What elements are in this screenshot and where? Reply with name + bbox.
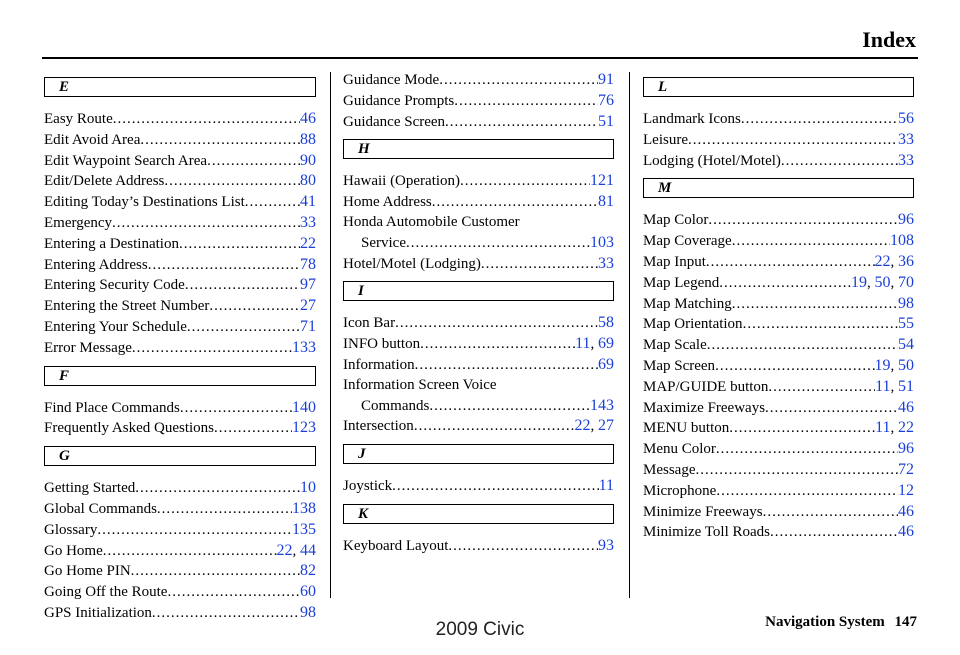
- entry-name: Information Screen Voice: [343, 376, 497, 393]
- entry-name: Icon Bar: [343, 315, 396, 332]
- entry-pages: [300, 478, 316, 499]
- entry-name: Message: [643, 461, 696, 478]
- page-link[interactable]: 22: [898, 419, 914, 437]
- page-link[interactable]: 98: [898, 294, 914, 312]
- dot-leader: [481, 255, 598, 275]
- index-column-3: [643, 70, 914, 543]
- entry-pages: [598, 70, 614, 91]
- entry-name: Entering a Destination: [44, 235, 179, 252]
- section-header-j: J: [343, 444, 614, 464]
- page-link[interactable]: 56: [898, 110, 914, 127]
- section-header-h: H: [343, 139, 614, 159]
- entry-name: Go Home: [44, 542, 103, 559]
- dot-leader: [167, 583, 300, 603]
- entry-pages: [898, 439, 914, 460]
- entry-name: Edit Avoid Area: [44, 131, 141, 148]
- entry-pages: [598, 355, 614, 376]
- entry-pages: [300, 213, 316, 234]
- entry-name: Guidance Prompts: [343, 92, 455, 109]
- page-link[interactable]: 55: [898, 315, 914, 333]
- dot-leader: [207, 152, 300, 172]
- page-link[interactable]: 11: [598, 477, 614, 495]
- entry-pages: [898, 502, 914, 523]
- entry-pages: [292, 499, 316, 520]
- entry-name: Map Scale: [643, 337, 707, 354]
- index-entry: [343, 91, 614, 112]
- dot-leader: [429, 397, 590, 417]
- entry-name: Find Place Commands: [44, 399, 180, 416]
- entry-pages: 19, 50, 70: [851, 273, 914, 291]
- entry-pages: [598, 112, 614, 133]
- entry-name: Commands: [361, 397, 430, 414]
- index-entry: [44, 296, 316, 317]
- dot-leader: [209, 297, 300, 317]
- index-entry: [44, 151, 316, 172]
- index-entry: [643, 439, 914, 460]
- page-link[interactable]: 54: [898, 336, 914, 354]
- page-link[interactable]: 60: [300, 583, 316, 601]
- entry-name: Edit Waypoint Search Area: [44, 152, 208, 169]
- page-link[interactable]: 33: [898, 151, 914, 169]
- page-link[interactable]: 88: [300, 130, 316, 148]
- dot-leader: [454, 92, 598, 112]
- entry-name: Microphone: [643, 482, 717, 499]
- dot-leader: [741, 110, 898, 130]
- entry-name: MENU button: [643, 420, 730, 437]
- page-link[interactable]: 11: [875, 377, 891, 395]
- page-link[interactable]: 46: [898, 502, 914, 520]
- page-link[interactable]: 123: [292, 419, 316, 437]
- entry-name: Leisure: [643, 131, 688, 148]
- entry-pages: 22, 27: [574, 417, 614, 435]
- entry-name: Intersection: [343, 418, 414, 435]
- dot-leader: [164, 172, 300, 192]
- dot-leader: [392, 477, 598, 497]
- entry-pages: [898, 481, 914, 502]
- page-link[interactable]: 69: [598, 335, 614, 353]
- dot-leader: [214, 419, 292, 439]
- index-entry: [343, 416, 614, 437]
- index-entry: [44, 109, 316, 130]
- page-link[interactable]: 22: [276, 541, 293, 559]
- entry-pages: [898, 130, 914, 151]
- dot-leader: [140, 131, 300, 151]
- page-link[interactable]: 33: [300, 213, 316, 231]
- index-entry: [44, 561, 316, 582]
- page-link[interactable]: 90: [300, 151, 316, 169]
- entry-pages: [898, 460, 914, 481]
- dot-leader: [112, 214, 300, 234]
- entry-name: Keyboard Layout: [343, 537, 449, 554]
- index-entry: [343, 376, 614, 396]
- index-entry: [343, 254, 614, 275]
- page-title: Index: [862, 27, 916, 52]
- page-link[interactable]: 11: [575, 335, 591, 353]
- page-link[interactable]: 70: [898, 273, 914, 291]
- dot-leader: [157, 500, 292, 520]
- entry-name: Entering Your Schedule: [44, 318, 187, 335]
- section-header-g: G: [44, 446, 316, 466]
- entry-name: Map Coverage: [643, 233, 732, 250]
- index-entry: [44, 234, 316, 255]
- index-entry: [44, 520, 316, 541]
- entry-pages: [598, 192, 614, 213]
- entry-pages: [300, 255, 316, 276]
- entry-pages: [300, 317, 316, 338]
- page-link[interactable]: 96: [898, 440, 914, 458]
- entry-pages: [300, 561, 316, 582]
- page-link[interactable]: 80: [300, 172, 316, 190]
- entry-pages: [598, 91, 614, 112]
- index-entry: [643, 130, 914, 151]
- index-entry: [44, 338, 316, 359]
- page-link[interactable]: 69: [598, 355, 614, 373]
- dot-leader: [781, 152, 898, 172]
- page-link[interactable]: 22: [574, 417, 591, 435]
- dot-leader: [770, 523, 898, 543]
- index-column-1: [44, 70, 316, 624]
- index-entry: [44, 478, 316, 499]
- section-header-f: F: [44, 366, 316, 386]
- entry-pages: [300, 151, 316, 172]
- entry-pages: [300, 275, 316, 296]
- dot-leader: [743, 315, 898, 335]
- entry-pages: [590, 396, 614, 417]
- page-link[interactable]: 82: [300, 562, 316, 580]
- page-link[interactable]: 121: [590, 172, 614, 190]
- dot-leader: [420, 335, 575, 355]
- page-link[interactable]: 12: [898, 481, 914, 499]
- page-link[interactable]: 138: [292, 499, 316, 517]
- page-link[interactable]: 91: [598, 71, 614, 88]
- entry-name: Easy Route: [44, 111, 113, 127]
- index-entry: [643, 481, 914, 502]
- entry-pages: 22, 44: [276, 541, 316, 559]
- entry-pages: [890, 231, 914, 252]
- index-entry: [643, 418, 914, 439]
- page-link[interactable]: 78: [300, 255, 316, 273]
- dot-leader: [185, 276, 300, 296]
- page-link[interactable]: 36: [898, 252, 914, 270]
- index-entry: [44, 171, 316, 192]
- entry-pages: [590, 233, 614, 254]
- index-column-2: [343, 70, 614, 557]
- entry-pages: [300, 234, 316, 255]
- header-rule: [42, 57, 918, 59]
- entry-name: Maximize Freeways: [643, 399, 766, 416]
- page-link[interactable]: 133: [292, 338, 316, 356]
- dot-leader: [131, 562, 300, 582]
- index-entry: [643, 151, 914, 172]
- entry-pages: [898, 335, 914, 356]
- index-entry: [343, 536, 614, 557]
- entry-pages: [898, 151, 914, 172]
- dot-leader: [716, 440, 898, 460]
- entry-name: Error Message: [44, 339, 132, 356]
- dot-leader: [180, 399, 292, 419]
- entry-name: Entering Security Code: [44, 277, 185, 294]
- entry-name: Go Home PIN: [44, 563, 131, 580]
- dot-leader: [103, 542, 277, 562]
- entry-pages: [300, 296, 316, 317]
- entry-pages: [598, 254, 614, 275]
- dot-leader: [716, 482, 898, 502]
- index-entry: [343, 70, 614, 91]
- entry-name: Minimize Freeways: [643, 503, 763, 520]
- entry-pages: [292, 520, 316, 541]
- page-link[interactable]: 97: [300, 276, 316, 294]
- entry-name: Menu Color: [643, 441, 716, 458]
- index-entry: [44, 418, 316, 439]
- watermark: 2009 Civic: [435, 619, 525, 640]
- dot-leader: [148, 256, 300, 276]
- page-link[interactable]: 51: [898, 377, 914, 395]
- dot-leader: [729, 419, 875, 439]
- index-entry: [44, 192, 316, 213]
- index-entry: [643, 377, 914, 398]
- page-link[interactable]: 22: [874, 252, 891, 270]
- entry-name: Going Off the Route: [44, 584, 168, 601]
- dot-leader: [707, 336, 898, 356]
- entry-pages: [590, 171, 614, 192]
- entry-name: Guidance Mode: [343, 72, 440, 88]
- page-link[interactable]: 50: [898, 356, 914, 374]
- index-entry: [343, 313, 614, 334]
- index-entry: [643, 502, 914, 523]
- entry-name: MAP/GUIDE button: [643, 378, 769, 395]
- entry-pages: 11, 69: [575, 335, 614, 353]
- entry-pages: [898, 398, 914, 419]
- page-link[interactable]: 76: [598, 91, 614, 109]
- index-entry: [343, 192, 614, 213]
- page-link[interactable]: 19: [851, 273, 867, 291]
- page-link[interactable]: 50: [874, 273, 891, 291]
- dot-leader: [135, 479, 300, 499]
- page-link[interactable]: 58: [598, 314, 614, 332]
- page-link[interactable]: 27: [598, 417, 614, 435]
- page-link[interactable]: 33: [898, 130, 914, 148]
- entry-pages: [300, 171, 316, 192]
- entry-name: Landmark Icons: [643, 111, 741, 127]
- index-entry: [643, 231, 914, 252]
- dot-leader: [445, 113, 598, 133]
- entry-pages: [599, 476, 614, 497]
- section-header-k: K: [343, 504, 614, 524]
- entry-name: Joystick: [343, 478, 393, 495]
- index-entry: [343, 334, 614, 355]
- index-entry: [44, 255, 316, 276]
- page-link[interactable]: 19: [874, 356, 891, 374]
- dot-leader: [187, 318, 300, 338]
- entry-pages: 19, 50: [874, 356, 914, 374]
- entry-pages: [898, 109, 914, 130]
- index-entry: [643, 522, 914, 543]
- dot-leader: [706, 253, 875, 273]
- entry-name: Map Legend: [643, 274, 720, 291]
- dot-leader: [460, 172, 590, 192]
- entry-pages: [300, 192, 316, 213]
- index-entry: [44, 213, 316, 234]
- dot-leader: [132, 339, 292, 359]
- index-entry: [343, 476, 614, 497]
- page-link[interactable]: 140: [292, 398, 316, 416]
- page-link[interactable]: 27: [300, 297, 316, 315]
- entry-pages: 11, 22: [875, 419, 914, 437]
- index-entry: [643, 210, 914, 231]
- entry-name: Guidance Screen: [343, 113, 446, 130]
- entry-name: Information: [343, 356, 415, 373]
- index-entry: [643, 356, 914, 377]
- index-entry: [343, 112, 614, 133]
- page-link[interactable]: 51: [598, 112, 614, 130]
- dot-leader: [768, 378, 875, 398]
- index-entry: [643, 294, 914, 315]
- page-link[interactable]: 135: [292, 520, 316, 538]
- page-link[interactable]: 22: [300, 234, 316, 252]
- entry-name: Emergency: [44, 214, 113, 231]
- dot-leader: [414, 417, 575, 437]
- index-entry: [643, 252, 914, 273]
- index-entry: [44, 398, 316, 419]
- entry-pages: [300, 130, 316, 151]
- page-link[interactable]: 46: [898, 398, 914, 416]
- entry-name: Hotel/Motel (Lodging): [343, 255, 481, 272]
- dot-leader: [439, 71, 598, 91]
- index-entry: [44, 582, 316, 603]
- entry-name: Hawaii (Operation): [343, 173, 461, 190]
- page-link[interactable]: 44: [300, 541, 316, 559]
- dot-leader: [395, 314, 598, 334]
- index-entry: [44, 541, 316, 562]
- entry-pages: [598, 313, 614, 334]
- page-link[interactable]: 46: [300, 110, 316, 127]
- entry-pages: 22, 36: [874, 252, 914, 270]
- page-link[interactable]: 11: [875, 419, 891, 437]
- entry-name: Lodging (Hotel/Motel): [643, 152, 781, 169]
- entry-pages: [300, 582, 316, 603]
- entry-name: INFO button: [343, 336, 421, 353]
- dot-leader: [708, 211, 898, 231]
- index-entry: [44, 499, 316, 520]
- dot-leader: [113, 110, 300, 130]
- entry-pages: [300, 109, 316, 130]
- index-entry: [343, 213, 614, 233]
- page-link[interactable]: 71: [300, 317, 316, 335]
- page-link[interactable]: 46: [898, 523, 914, 541]
- entry-name: Map Color: [643, 212, 709, 229]
- index-entry: [643, 335, 914, 356]
- page-link[interactable]: 96: [898, 211, 914, 229]
- dot-leader: [732, 232, 890, 252]
- index-entry: [44, 275, 316, 296]
- entry-name: Map Input: [643, 253, 706, 270]
- page-link[interactable]: 10: [300, 479, 316, 497]
- column-divider: [330, 72, 331, 598]
- dot-leader: [688, 131, 898, 151]
- index-entry: [343, 355, 614, 376]
- entry-name: Editing Today’s Destinations List: [44, 194, 245, 211]
- dot-leader: [719, 274, 851, 294]
- dot-leader: [179, 235, 300, 255]
- entry-name: Entering the Street Number: [44, 298, 210, 315]
- dot-leader: [732, 295, 898, 315]
- dot-leader: [406, 234, 590, 254]
- index-entry: [44, 317, 316, 338]
- index-entry: [643, 109, 914, 130]
- entry-name: Map Matching: [643, 295, 732, 312]
- index-entry: [643, 460, 914, 481]
- dot-leader: [763, 503, 898, 523]
- entry-name: Service: [361, 234, 406, 251]
- entry-name: Frequently Asked Questions: [44, 420, 214, 437]
- entry-name: Home Address: [343, 194, 432, 211]
- dot-leader: [245, 193, 300, 213]
- section-header-m: M: [643, 178, 914, 198]
- index-entry: [343, 171, 614, 192]
- footer-page-number: 147: [894, 614, 917, 630]
- dot-leader: [765, 399, 898, 419]
- page-link[interactable]: 72: [898, 460, 914, 478]
- index-entry: [643, 314, 914, 335]
- entry-pages: [898, 522, 914, 543]
- dot-leader: [715, 357, 874, 377]
- entry-pages: [292, 398, 316, 419]
- dot-leader: [432, 193, 598, 213]
- entry-name: Honda Automobile Customer: [343, 213, 520, 230]
- footer-nav-label: Navigation System: [765, 614, 885, 630]
- entry-name: Global Commands: [44, 500, 157, 517]
- entry-name: Map Orientation: [643, 316, 743, 333]
- entry-pages: 11, 51: [875, 377, 914, 395]
- index-entry: [343, 396, 614, 417]
- section-header-i: I: [343, 281, 614, 301]
- entry-name: Map Screen: [643, 357, 716, 374]
- dot-leader: [696, 461, 899, 481]
- page-link[interactable]: 98: [300, 603, 316, 621]
- entry-pages: [898, 314, 914, 335]
- dot-leader: [97, 521, 292, 541]
- index-entry: [343, 233, 614, 254]
- index-entry: [643, 273, 914, 294]
- page-link[interactable]: 93: [598, 536, 614, 554]
- entry-name: Minimize Toll Roads: [643, 524, 771, 541]
- entry-pages: [292, 418, 316, 439]
- index-entry: [44, 130, 316, 151]
- entry-name: Glossary: [44, 521, 98, 538]
- page-link[interactable]: 41: [300, 193, 316, 211]
- entry-pages: [898, 210, 914, 231]
- page-link[interactable]: 81: [598, 193, 614, 211]
- section-header-e: E: [44, 77, 316, 97]
- dot-leader: [415, 356, 598, 376]
- page-link[interactable]: 143: [590, 396, 614, 414]
- entry-pages: [292, 338, 316, 359]
- page-link[interactable]: 33: [598, 254, 614, 272]
- page-link[interactable]: 103: [590, 233, 614, 251]
- entry-name: Getting Started: [44, 480, 136, 497]
- entry-pages: [598, 536, 614, 557]
- dot-leader: [448, 537, 598, 557]
- index-entry: [643, 398, 914, 419]
- column-divider: [629, 72, 630, 598]
- section-header-l: L: [643, 77, 914, 97]
- entry-name: Entering Address: [44, 256, 148, 273]
- entry-name: GPS Initialization: [44, 604, 152, 621]
- entry-name: Edit/Delete Address: [44, 173, 165, 190]
- entry-pages: [898, 294, 914, 315]
- page-link[interactable]: 108: [890, 232, 914, 250]
